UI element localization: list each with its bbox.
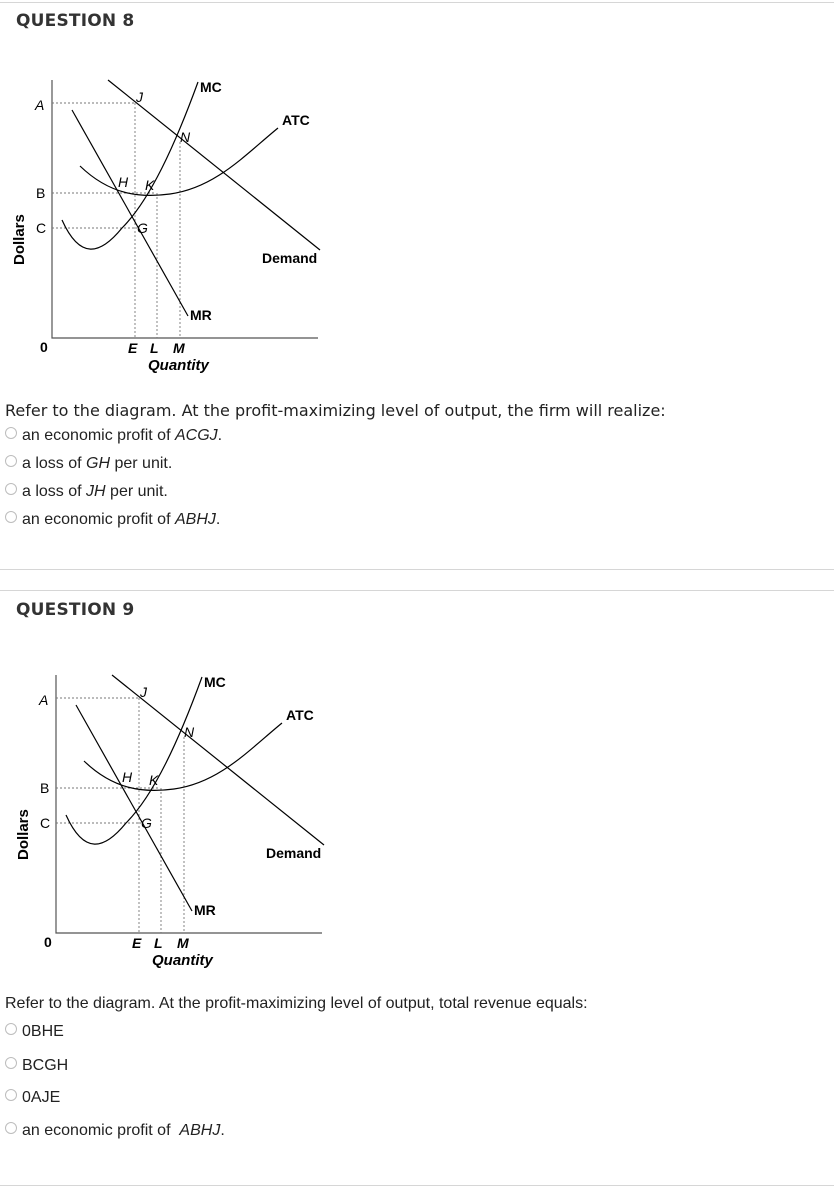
y-axis-label: Dollars [15,809,32,860]
question-8-title: QUESTION 8 [16,11,135,31]
option-text: an economic profit of ACGJ. [22,427,223,444]
mc-curve [66,677,202,844]
label-demand: Demand [266,845,322,861]
question-9-title: QUESTION 9 [16,600,135,620]
label-mr: MR [194,902,216,918]
radio-button[interactable] [5,1122,17,1134]
y-tick-b: B [36,185,46,201]
option-text: an economic profit of ABHJ. [22,1122,225,1139]
radio-button[interactable] [5,1089,17,1101]
label-demand: Demand [262,250,318,266]
x-tick-l: L [150,340,159,356]
point-k: K [149,772,159,788]
radio-button[interactable] [5,1057,17,1069]
q8-option-2[interactable] [5,453,172,475]
point-j: J [140,684,147,700]
q8-option-3[interactable] [5,481,168,503]
option-text: 0AJE [22,1089,61,1106]
y-tick-a: A [39,692,49,708]
point-n: N [184,724,195,740]
q8-option-4[interactable] [5,509,220,531]
option-text: BCGH [22,1057,69,1074]
axes [56,675,322,933]
x-tick-e: E [128,340,138,356]
y-axis-label: Dollars [11,214,28,265]
label-mc: MC [200,79,222,95]
x-tick-m: M [177,935,189,951]
axes [52,80,318,338]
point-h: H [122,769,133,785]
y-tick-c: C [40,815,51,831]
radio-button[interactable] [5,511,17,523]
mr-curve [76,705,192,911]
divider-q8-bottom [0,569,834,570]
question-9-diagram [4,655,364,969]
divider-q9-bottom [0,1185,834,1186]
y-tick-c: C [36,220,47,236]
x-tick-m: M [173,340,185,356]
atc-curve [84,723,282,790]
q9-option-3[interactable] [5,1087,60,1109]
x-axis-label: Quantity [152,952,213,969]
label-atc: ATC [286,707,314,723]
question-8-prompt: Refer to the diagram. At the profit-maximizing level of output, the firm will realize: [5,401,666,420]
top-divider [0,2,834,3]
point-j: J [136,89,143,105]
y-tick-b: B [40,780,50,796]
atc-curve [80,128,278,195]
y-tick-a: A [35,97,45,113]
x-tick-l: L [154,935,163,951]
radio-button[interactable] [5,455,17,467]
mr-curve [72,110,188,316]
option-text: a loss of GH per unit. [22,455,173,472]
mc-curve [62,82,198,249]
label-mr: MR [190,307,212,323]
y-tick-zero: 0 [44,934,52,950]
radio-button[interactable] [5,483,17,495]
radio-button[interactable] [5,1023,17,1035]
option-text: a loss of JH per unit. [22,483,168,500]
y-tick-zero: 0 [40,339,48,355]
point-h: H [118,174,129,190]
point-n: N [180,129,191,145]
q9-option-4[interactable] [5,1120,225,1142]
radio-button[interactable] [5,427,17,439]
question-8-diagram [0,60,360,374]
option-text: 0BHE [22,1023,64,1040]
point-g: G [141,815,152,831]
x-tick-e: E [132,935,142,951]
x-axis-label: Quantity [148,357,209,374]
point-g: G [137,220,148,236]
q8-option-1[interactable] [5,425,222,447]
divider-q9-top [0,590,834,591]
label-atc: ATC [282,112,310,128]
q9-option-2[interactable] [5,1055,68,1077]
question-9-prompt: Refer to the diagram. At the profit-maximizing level of output, total revenue equals: [5,995,588,1012]
q9-option-1[interactable] [5,1021,64,1043]
option-text: an economic profit of ABHJ. [22,511,221,528]
label-mc: MC [204,674,226,690]
point-k: K [145,177,155,193]
